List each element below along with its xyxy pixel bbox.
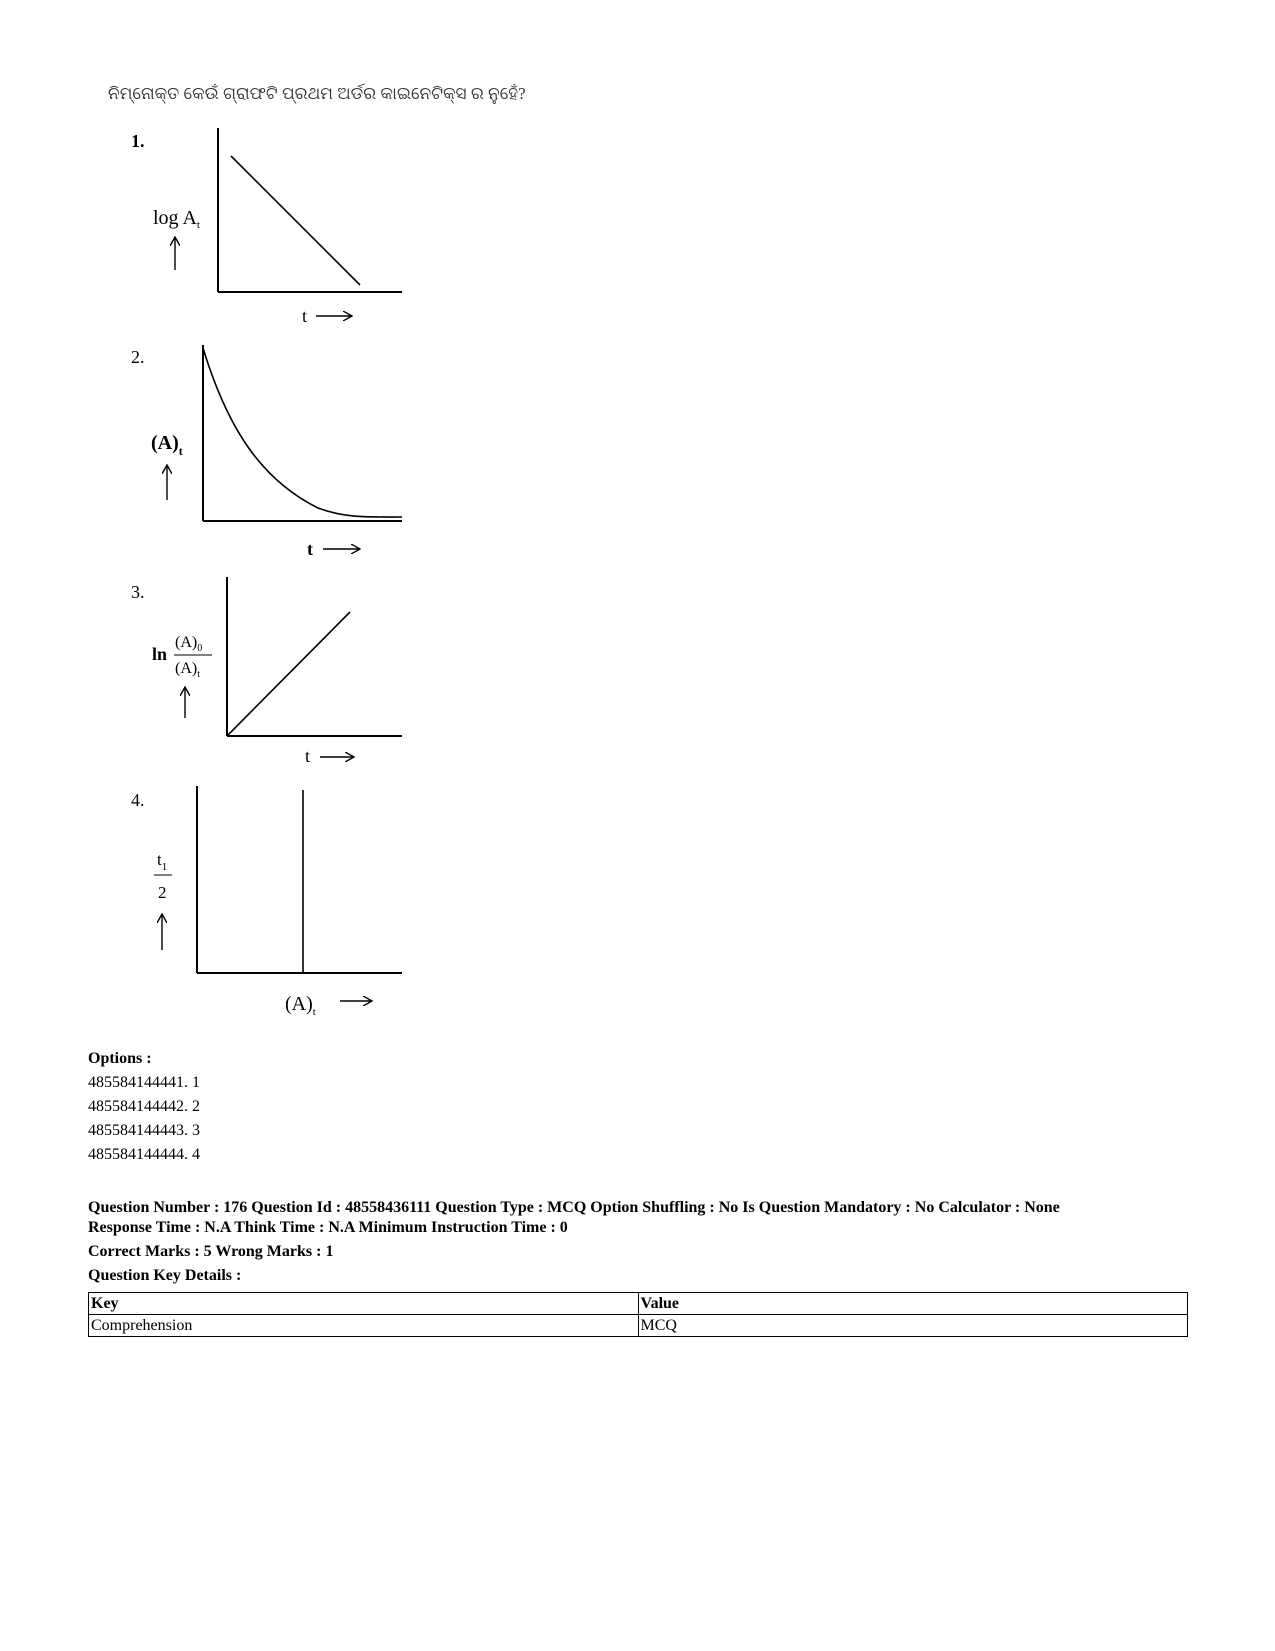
graph-2-y-label: $(A)_t$ — [151, 432, 183, 458]
table-header-key: Key — [89, 1293, 639, 1315]
marks-line: Correct Marks : 5 Wrong Marks : 1 — [88, 1243, 334, 1260]
table-header-row — [89, 1293, 1188, 1315]
graph-4-y-numerator: $t_1$ — [157, 850, 168, 873]
graph-2-number: 2. — [131, 347, 145, 367]
question-meta — [88, 1198, 1198, 1286]
table-header-value: Value — [638, 1293, 1188, 1315]
graph-1-y-label: $\log A_t$ — [153, 207, 200, 231]
graph-3-x-label: t — [305, 746, 311, 766]
option-item: 485584144441. 1 — [88, 1074, 200, 1091]
graph-3-curve — [227, 612, 350, 736]
graph-3 — [131, 577, 402, 766]
option-item: 485584144443. 3 — [88, 1122, 200, 1139]
graph-4-y-denominator: 2 — [158, 883, 167, 902]
graph-1-curve — [231, 156, 360, 285]
graph-1-number: 1. — [131, 131, 145, 151]
key-details-table — [88, 1292, 1188, 1337]
graph-3-y-denominator: $(A)_t$ — [175, 660, 200, 680]
option-item: 485584144444. 4 — [88, 1146, 200, 1163]
options-section — [88, 1047, 200, 1167]
graph-2 — [131, 345, 402, 559]
graph-1-x-label: t — [302, 306, 308, 326]
graph-4-number: 4. — [131, 790, 145, 810]
option-item: 485584144442. 2 — [88, 1098, 200, 1115]
graph-2-curve — [203, 348, 402, 517]
graph-4 — [131, 786, 402, 1018]
meta-line-2: Response Time : N.A Think Time : N.A Minimum Instruction Time : 0 — [88, 1219, 568, 1236]
question-text: ନିମ୍ନୋକ୍ତ କେଉଁ ଗ୍ରାଫଟି ପ୍ରଥମ ଅର୍ଡର କାଇନେଟିକ୍ସ ର ନୁହେଁ? — [108, 84, 526, 103]
graph-4-x-label: $(A)_t$ — [285, 993, 316, 1018]
graph-3-number: 3. — [131, 582, 145, 602]
graph-3-y-numerator: $(A)_0$ — [175, 634, 203, 654]
table-row — [89, 1315, 1188, 1337]
graph-1 — [131, 128, 402, 326]
key-details-title: Question Key Details : — [88, 1267, 242, 1284]
options-title: Options : — [88, 1050, 152, 1067]
meta-line-1: Question Number : 176 Question Id : 48558436111 Question Type : MCQ Option Shuffling : No Is Question Mandatory : No Calculator : None — [88, 1199, 1060, 1216]
table-cell-key: Comprehension — [89, 1315, 639, 1337]
table-cell-value: MCQ — [638, 1315, 1188, 1337]
graph-3-y-prefix: ln — [152, 644, 168, 664]
graph-2-x-label: t — [307, 539, 313, 559]
